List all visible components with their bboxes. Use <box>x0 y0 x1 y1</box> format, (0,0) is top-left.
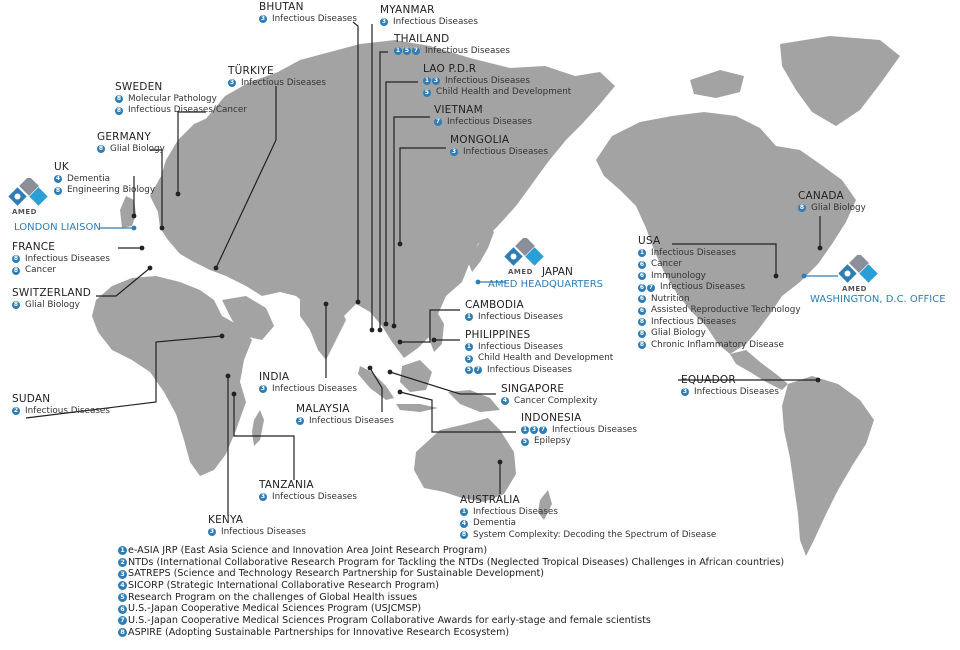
research-item <box>638 248 801 260</box>
program-badges <box>521 438 530 446</box>
research-topic: Child Health and Development <box>436 87 572 97</box>
program-badges <box>54 175 63 183</box>
research-item <box>208 527 306 539</box>
program-number-badge: 3 <box>381 18 387 26</box>
program-badges <box>259 493 268 501</box>
country-label-sweden <box>115 82 247 117</box>
research-item <box>501 396 597 408</box>
landmass-madagascar <box>252 410 264 446</box>
legend-program-text: U.S.-Japan Cooperative Medical Sciences Program Collaborative Awards for early-stage and female scientists <box>128 615 651 627</box>
research-item <box>423 76 571 88</box>
program-number-badge: 3 <box>433 77 439 85</box>
country-name: FRANCE <box>12 241 56 253</box>
research-topic: Nutrition <box>651 293 690 304</box>
research-item <box>638 340 801 352</box>
research-topic: Infectious Diseases/Cancer <box>128 105 247 115</box>
program-number-badge: 3 <box>451 148 457 156</box>
program-number-badge: 7 <box>413 47 419 55</box>
legend-item <box>118 627 784 639</box>
program-number-badge: 8 <box>639 341 645 349</box>
country-label-sudan <box>12 394 110 417</box>
location-dot-thailand <box>378 328 383 333</box>
legend-item <box>118 568 784 580</box>
landmass-south-america <box>782 376 874 556</box>
legend-program-text: Research Program on the challenges of Global Health issues <box>128 591 418 603</box>
research-topic: Glial Biology <box>811 202 866 213</box>
research-item <box>54 174 155 186</box>
location-dot-switzerland <box>148 266 153 271</box>
research-topic: Child Health and Development <box>478 353 614 363</box>
program-badges <box>521 426 548 434</box>
program-number-badge: 5 <box>522 437 528 445</box>
country-label-australia <box>460 495 716 541</box>
program-number-badge: 3 <box>209 528 215 536</box>
program-number-badge: 6 <box>639 283 645 291</box>
location-dot-office-japan <box>476 280 481 285</box>
program-number-badge: 5 <box>424 88 430 96</box>
program-number-badge: 4 <box>461 519 467 527</box>
office-name-washington: WASHINGTON, D.C. OFFICE <box>810 294 946 305</box>
research-item <box>259 14 357 26</box>
program-legend <box>118 545 784 639</box>
research-item <box>380 17 478 29</box>
country-name: UK <box>54 161 69 173</box>
location-dot-office-london <box>132 226 137 231</box>
program-badges <box>115 107 124 115</box>
legend-number-badge: 1 <box>118 546 127 555</box>
program-badges <box>115 95 124 103</box>
office-name-london: LONDON LIAISON <box>14 222 101 233</box>
program-number-badge: 3 <box>260 493 266 501</box>
country-label-equador <box>681 375 779 398</box>
country-name: SWEDEN <box>115 81 163 93</box>
legend-program-text: e-ASIA JRP (East Asia Science and Innovation Area Joint Research Program) <box>128 545 488 556</box>
research-item <box>296 416 394 428</box>
research-topic: Infectious Diseases <box>552 424 637 435</box>
location-dot-vietnam <box>392 324 397 329</box>
program-number-badge: 7 <box>540 426 546 434</box>
research-item <box>460 507 716 519</box>
research-item <box>460 530 716 542</box>
program-number-badge: 3 <box>260 15 266 23</box>
location-dot-turkiye <box>214 266 219 271</box>
research-item <box>465 353 613 365</box>
country-label-kenya <box>208 515 306 538</box>
country-label-malaysia <box>296 404 394 427</box>
country-label-uk <box>54 162 155 197</box>
country-label-canada <box>798 191 866 214</box>
legend-number-badge: 3 <box>118 570 127 579</box>
program-badges <box>423 77 441 85</box>
program-badges <box>465 343 474 351</box>
legend-number-badge: 4 <box>118 581 127 590</box>
location-dot-tanzania <box>232 392 237 397</box>
research-topic: Glial Biology <box>651 328 706 338</box>
program-badges <box>460 508 469 516</box>
country-label-vietnam <box>434 105 532 128</box>
legend-number-badge: 8 <box>118 628 127 637</box>
research-item <box>465 342 613 354</box>
research-item <box>12 265 110 277</box>
research-topic: Cancer Complexity <box>514 395 598 406</box>
legend-program-text: U.S.-Japan Cooperative Medical Sciences Program (USJCMSP) <box>128 603 422 615</box>
country-name: TÜRKIYE <box>228 65 274 77</box>
research-item <box>638 259 801 271</box>
amed-brand-text: AMED <box>508 268 533 276</box>
country-label-philippines <box>465 330 613 376</box>
country-name: THAILAND <box>394 33 450 45</box>
legend-program-text: ASPIRE (Adopting Sustainable Partnerships for Innovative Research Ecosystem) <box>128 626 510 638</box>
research-item <box>798 203 866 215</box>
research-item <box>638 317 801 329</box>
legend-item <box>118 615 784 627</box>
research-topic: Infectious Diseases <box>425 45 510 56</box>
program-number-badge: 3 <box>260 385 266 393</box>
program-number-badge: 1 <box>461 508 467 516</box>
program-badges <box>638 341 647 349</box>
research-item <box>54 185 155 197</box>
program-number-badge: 1 <box>466 343 472 351</box>
program-number-badge: 4 <box>502 397 508 405</box>
country-name: EQUADOR <box>681 374 736 386</box>
program-number-badge: 2 <box>13 407 19 415</box>
location-dot-canada <box>818 246 823 251</box>
country-name: KENYA <box>208 514 244 526</box>
program-number-badge: 8 <box>799 204 805 212</box>
location-dot-france <box>140 246 145 251</box>
legend-number-badge: 7 <box>118 616 127 625</box>
program-number-badge: 6 <box>639 272 645 280</box>
research-topic: Infectious Diseases <box>694 386 779 397</box>
research-topic: Infectious Diseases <box>478 341 563 352</box>
program-number-badge: 6 <box>639 260 645 268</box>
country-name: INDONESIA <box>521 412 582 424</box>
research-topic: Immunology <box>651 270 706 281</box>
program-number-badge: 5 <box>466 366 472 374</box>
research-item <box>259 492 357 504</box>
country-name: CANADA <box>798 190 844 202</box>
program-badges <box>380 18 389 26</box>
legend-item <box>118 557 784 569</box>
location-dot-malaysia <box>368 366 373 371</box>
program-number-badge: 1 <box>522 426 528 434</box>
country-name: MALAYSIA <box>296 403 350 415</box>
program-number-badge: 7 <box>475 366 481 374</box>
legend-item <box>118 580 784 592</box>
location-dot-myanmar <box>370 328 375 333</box>
program-badges <box>434 118 443 126</box>
location-dot-office-washington <box>802 274 807 279</box>
research-topic: Cancer <box>25 265 56 275</box>
research-topic: Infectious Diseases <box>272 491 357 502</box>
research-topic: Molecular Pathology <box>128 93 217 104</box>
amed-logo-london <box>8 178 52 224</box>
country-label-switzerland <box>12 288 91 311</box>
country-name: SUDAN <box>12 393 51 405</box>
program-badges <box>465 313 474 321</box>
program-number-badge: 8 <box>461 531 467 539</box>
program-number-badge: 3 <box>682 388 688 396</box>
country-name: MYANMAR <box>380 4 435 16</box>
country-name: LAO P.D.R <box>423 63 477 75</box>
research-item <box>450 147 548 159</box>
research-topic: Glial Biology <box>25 299 80 310</box>
country-name: CAMBODIA <box>465 299 524 311</box>
program-badges <box>638 284 656 292</box>
program-badges <box>12 267 21 275</box>
program-number-badge: 8 <box>13 255 19 263</box>
program-number-badge: 3 <box>531 426 537 434</box>
program-badges <box>638 249 647 257</box>
legend-item <box>118 592 784 604</box>
research-topic: Infectious Diseases <box>463 146 548 157</box>
program-badges <box>638 307 647 315</box>
program-badges <box>450 148 459 156</box>
research-topic: Infectious Diseases <box>393 16 478 27</box>
research-item <box>115 105 247 117</box>
country-name: GERMANY <box>97 131 151 143</box>
location-dot-kenya <box>226 374 231 379</box>
legend-item <box>118 603 784 615</box>
program-badges <box>465 355 474 363</box>
program-badges <box>681 388 690 396</box>
research-item <box>259 384 357 396</box>
research-item <box>681 387 779 399</box>
research-topic: Chronic Inflammatory Disease <box>651 339 784 350</box>
program-number-badge: 1 <box>395 47 401 55</box>
location-dot-uk <box>132 214 137 219</box>
research-topic: Infectious Diseases <box>272 13 357 24</box>
research-item <box>638 305 801 317</box>
program-number-badge: 8 <box>13 266 19 274</box>
program-badges <box>97 145 106 153</box>
location-dot-bhutan <box>356 300 361 305</box>
research-topic: Infectious Diseases <box>651 316 736 327</box>
research-topic: System Complexity: Decoding the Spectrum of Disease <box>473 529 717 540</box>
program-number-badge: 8 <box>639 318 645 326</box>
research-item <box>638 282 801 294</box>
landmass-greenland <box>780 36 900 126</box>
program-number-badge: 1 <box>424 77 430 85</box>
research-topic: Infectious Diseases <box>478 311 563 322</box>
research-topic: Epilepsy <box>534 436 571 446</box>
research-topic: Engineering Biology <box>67 185 156 195</box>
program-badges <box>798 204 807 212</box>
program-badges <box>638 295 647 303</box>
program-badges <box>12 407 21 415</box>
program-badges <box>12 301 21 309</box>
country-label-tanzania <box>259 480 357 503</box>
location-dot-australia <box>498 460 503 465</box>
legend-program-text: SICORP (Strategic International Collaborative Research Program) <box>128 580 440 592</box>
research-item <box>12 300 91 312</box>
program-number-badge: 3 <box>229 79 235 87</box>
country-label-mongolia <box>450 135 548 158</box>
research-item <box>394 46 510 58</box>
landmass-borneo <box>400 360 432 392</box>
program-badges <box>638 272 647 280</box>
research-topic: Infectious Diseases <box>272 383 357 394</box>
program-number-badge: 8 <box>116 106 122 114</box>
research-topic: Infectious Diseases <box>447 116 532 127</box>
amed-brand-text: AMED <box>842 285 867 293</box>
country-name: AUSTRALIA <box>460 494 520 506</box>
legend-number-badge: 2 <box>118 558 127 567</box>
country-name: USA <box>638 235 661 247</box>
research-topic: Assisted Reproductive Technology <box>651 305 801 315</box>
country-label-india <box>259 372 357 395</box>
program-number-badge: 3 <box>297 417 303 425</box>
research-topic: Infectious Diseases <box>25 253 110 264</box>
research-topic: Glial Biology <box>110 143 165 154</box>
country-label-france <box>12 242 110 277</box>
research-topic: Infectious Diseases <box>487 364 572 375</box>
program-number-badge: 4 <box>55 175 61 183</box>
program-number-badge: 6 <box>639 295 645 303</box>
program-number-badge: 8 <box>98 145 104 153</box>
research-topic: Infectious Diseases <box>25 405 110 416</box>
program-badges <box>460 520 469 528</box>
location-dot-mongolia <box>398 242 403 247</box>
research-topic: Dementia <box>473 518 517 528</box>
location-dot-cambodia <box>398 340 403 345</box>
research-item <box>465 312 563 324</box>
research-topic: Cancer <box>651 259 682 269</box>
landmass-arctic-islands <box>690 70 744 98</box>
country-label-singapore <box>501 384 597 407</box>
research-item <box>638 328 801 340</box>
country-name: INDIA <box>259 371 290 383</box>
program-badges <box>638 261 647 269</box>
location-dot-indonesia <box>398 390 403 395</box>
program-number-badge: 5 <box>404 47 410 55</box>
research-item <box>521 436 637 448</box>
country-label-cambodia <box>465 300 563 323</box>
program-number-badge: 7 <box>648 283 654 291</box>
research-topic: Infectious Diseases <box>445 75 530 86</box>
research-item <box>521 425 637 437</box>
program-badges <box>460 531 469 539</box>
program-number-badge: 7 <box>435 118 441 126</box>
country-label-lao <box>423 64 571 99</box>
program-number-badge: 6 <box>639 306 645 314</box>
country-label-usa <box>638 236 801 351</box>
research-topic: Infectious Diseases <box>473 506 558 517</box>
program-badges <box>423 89 432 97</box>
country-label-bhutan <box>259 2 357 25</box>
program-number-badge: 8 <box>116 95 122 103</box>
research-topic: Dementia <box>67 173 111 184</box>
country-label-germany <box>97 132 165 155</box>
location-dot-germany <box>160 226 165 231</box>
research-topic: Infectious Diseases <box>309 415 394 426</box>
program-badges <box>501 397 510 405</box>
research-item <box>115 94 247 106</box>
legend-program-text: NTDs (International Collaborative Research Program for Tackling the NTDs (Neglected Tropical Diseases) Challenges in African countries) <box>128 556 785 568</box>
country-label-indonesia <box>521 413 637 448</box>
program-number-badge: 1 <box>639 249 645 257</box>
research-item <box>460 518 716 530</box>
country-name: SWITZERLAND <box>12 287 92 299</box>
country-name: TANZANIA <box>259 479 314 491</box>
program-badges <box>296 417 305 425</box>
country-label-thailand <box>394 34 510 57</box>
program-badges <box>208 528 217 536</box>
research-item <box>423 87 571 99</box>
program-number-badge: 5 <box>466 354 472 362</box>
program-number-badge: 8 <box>639 329 645 337</box>
location-dot-philippines <box>432 338 437 343</box>
country-name: MONGOLIA <box>450 134 510 146</box>
program-badges <box>259 385 268 393</box>
office-country-japan: JAPAN <box>542 266 573 278</box>
research-item <box>465 365 613 377</box>
program-number-badge: 8 <box>55 186 61 194</box>
program-number-badge: 1 <box>466 313 472 321</box>
research-item <box>638 271 801 283</box>
location-dot-sweden <box>176 192 181 197</box>
location-dot-sudan <box>220 334 225 339</box>
legend-program-text: SATREPS (Science and Technology Research Partnership for Sustainable Development) <box>128 568 544 580</box>
program-badges <box>638 330 647 338</box>
research-item <box>12 254 110 266</box>
country-name: SINGAPORE <box>501 383 565 395</box>
location-dot-singapore <box>388 370 393 375</box>
location-dot-india <box>324 302 329 307</box>
research-topic: Infectious Diseases <box>651 247 736 258</box>
country-name: PHILIPPINES <box>465 329 531 341</box>
office-name-japan: AMED HEADQUARTERS <box>488 279 604 290</box>
program-badges <box>54 187 63 195</box>
legend-number-badge: 5 <box>118 593 127 602</box>
program-badges <box>394 47 421 55</box>
amed-brand-text: AMED <box>12 208 37 216</box>
program-badges <box>259 15 268 23</box>
location-dot-lao <box>384 322 389 327</box>
program-badges <box>12 255 21 263</box>
research-item <box>434 117 532 129</box>
location-dot-equador <box>816 378 821 383</box>
research-item <box>638 294 801 306</box>
program-badges <box>465 366 483 374</box>
country-name: VIETNAM <box>434 104 483 116</box>
research-topic: Infectious Diseases <box>660 282 745 292</box>
research-item <box>12 406 110 418</box>
legend-item <box>118 545 784 557</box>
program-badges <box>638 318 647 326</box>
legend-number-badge: 6 <box>118 605 127 614</box>
research-item <box>97 144 165 156</box>
country-name: BHUTAN <box>259 1 304 13</box>
research-topic: Infectious Diseases <box>221 526 306 537</box>
country-label-myanmar <box>380 5 478 28</box>
research-topic: Infectious Diseases <box>241 77 326 88</box>
program-number-badge: 8 <box>13 301 19 309</box>
